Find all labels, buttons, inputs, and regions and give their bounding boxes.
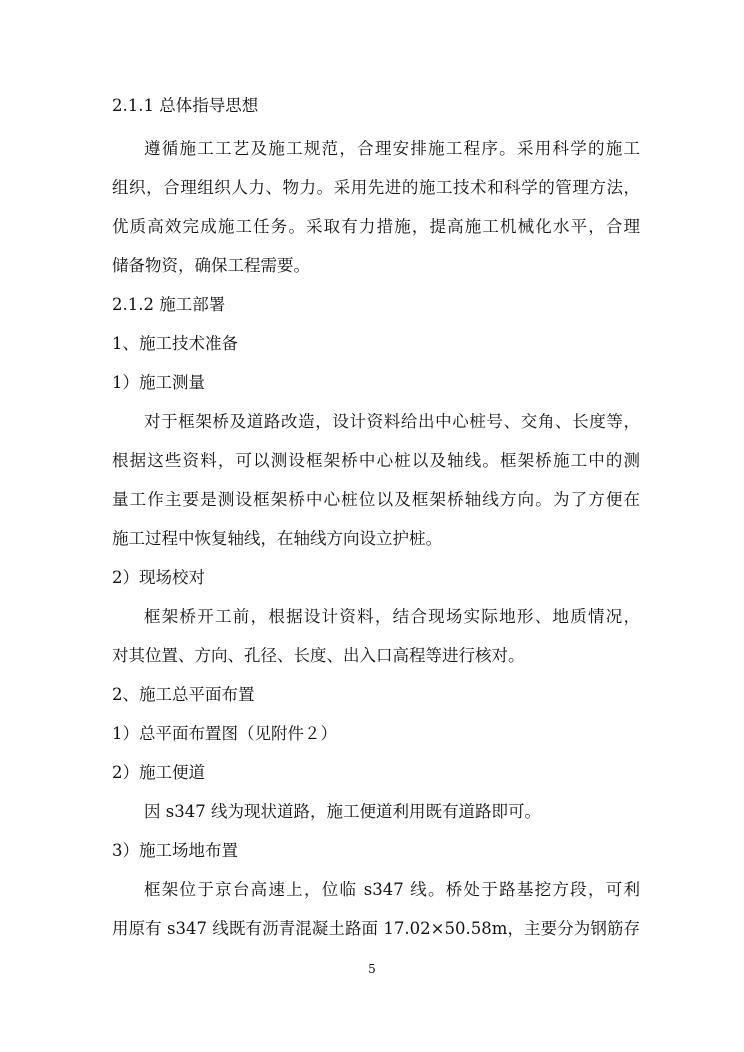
paragraph-line: 因 s347 线为现状道路，施工便道利用既有道路即可。 <box>144 802 541 821</box>
subsection-heading: 2）施工便道 <box>112 763 205 782</box>
paragraph-line: 根据这些资料，可以测设框架桥中心桩以及轴线。框架桥施工中的测 <box>112 451 640 470</box>
subsection-heading: 2）现场校对 <box>112 568 205 587</box>
subsection-heading: 1）总平面布置图（见附件２） <box>112 724 337 743</box>
paragraph-line: 框架位于京台高速上，位临 s347 线。桥处于路基挖方段，可利 <box>144 880 640 899</box>
paragraph-line: 对于框架桥及道路改造，设计资料给出中心桩号、交角、长度等， <box>144 412 640 431</box>
page-number: 5 <box>368 962 376 976</box>
paragraph-line: 量工作主要是测设框架桥中心桩位以及框架桥轴线方向。为了方便在 <box>112 490 640 509</box>
heading-2-1-1: 2.1.1 总体指导思想 <box>112 96 259 115</box>
subsection-heading: 3）施工场地布置 <box>112 841 238 860</box>
paragraph-line: 储备物资，确保工程需要。 <box>112 256 310 275</box>
paragraph-line: 优质高效完成施工任务。采取有力措施，提高施工机械化水平，合理 <box>112 217 640 236</box>
subsection-heading: 1）施工测量 <box>112 373 205 392</box>
paragraph-line: 用原有 s347 线既有沥青混凝土路面 17.02×50.58m，主要分为钢筋存 <box>112 919 640 938</box>
paragraph-line: 遵循施工工艺及施工规范，合理安排施工程序。采用科学的施工 <box>144 139 640 158</box>
paragraph-line: 施工过程中恢复轴线，在轴线方向设立护桩。 <box>112 529 442 548</box>
paragraph-line: 框架桥开工前，根据设计资料，结合现场实际地形、地质情况， <box>144 607 640 626</box>
paragraph-line: 组织，合理组织人力、物力。采用先进的施工技术和科学的管理方法， <box>112 178 640 197</box>
section-heading: 1、施工技术准备 <box>112 334 238 353</box>
heading-2-1-2: 2.1.2 施工部署 <box>112 295 226 314</box>
paragraph-line: 对其位置、方向、孔径、长度、出入口高程等进行核对。 <box>112 646 525 665</box>
section-heading: 2、施工总平面布置 <box>112 685 255 704</box>
